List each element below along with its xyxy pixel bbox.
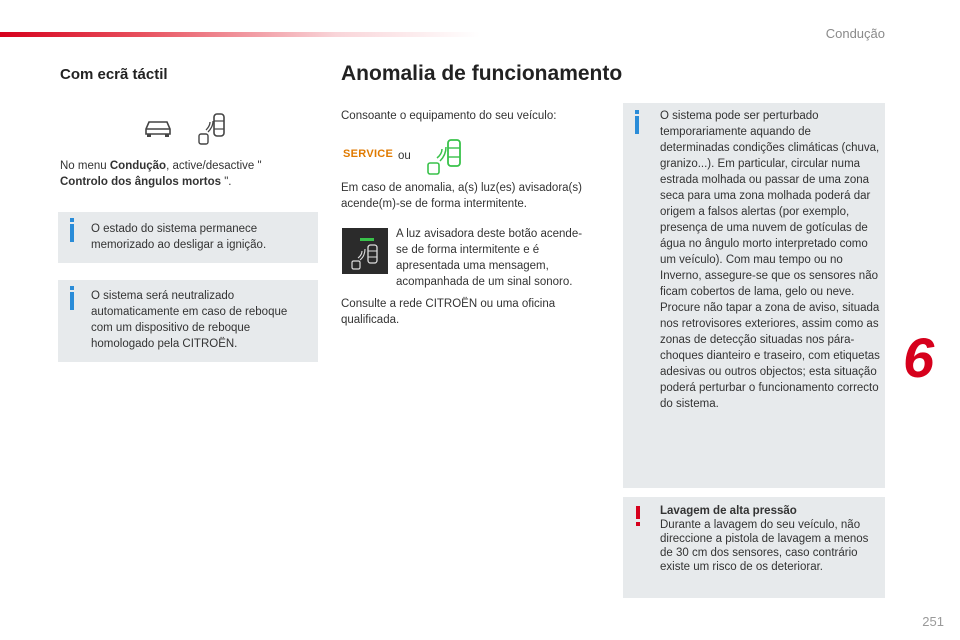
or-text: ou <box>398 150 411 162</box>
info-icon <box>635 116 639 134</box>
info-box-weather <box>623 103 885 488</box>
warning-icon <box>636 506 640 519</box>
anomaly-text: Em caso de anomalia, a(s) luz(es) avisadora(s) acende(m)-se de forma intermitente. <box>341 182 582 210</box>
menu-text-prefix: No menu <box>60 160 110 172</box>
warning-box-high-pressure <box>623 497 885 598</box>
consult-text: Consulte a rede CITROËN ou uma oficina qualificada. <box>341 298 556 326</box>
blind-spot-button-icon <box>348 244 382 270</box>
service-warning-icon: SERVICE <box>343 148 394 160</box>
warning-content <box>660 504 875 574</box>
blind-spot-warning-icon <box>424 138 464 176</box>
warning-text: Durante a lavagem do seu veículo, não direccione a pistola de lavagem a menos de 30 cm dos sensores, caso contrário existe um risco de os deteriorar. <box>660 519 869 573</box>
menu-instruction <box>60 158 305 190</box>
malfunction-heading: Anomalia de funcionamento <box>341 62 623 85</box>
equipment-text: Consoante o equipamento do seu veículo: <box>341 110 557 122</box>
section-title: Condução <box>825 26 885 41</box>
weather-info-text: O sistema pode ser perturbado temporariamente aquando de determinadas condições climáticas (chuva, granizo...). Em particular, circular numa estrada molhada ou passar de uma zona seca para uma zona molhada poderá dar origem a falsos alertas (por exemplo, presença de uma nuvem de gotículas de água no ângulo morto interpretado como um veículo). Com mau tempo ou no Inverno, assegure-se que os sensores não ficam cobertos de lama, gelo ou neve. Procure não tapar a zona de aviso, situada nos retrovisores exteriores, assim como as zonas de detecção situadas nos pára-choques dianteiro e traseiro, com etiquetas adesivas ou outros objectos; esta situação poderá perturbar o funcionamento correcto do sistema. <box>660 110 880 410</box>
page-number: 251 <box>922 614 944 629</box>
dashboard-button-icon <box>342 228 388 274</box>
chapter-number: 6 <box>903 326 935 389</box>
info-box-memory <box>58 212 318 263</box>
menu-text-suffix: ". <box>221 176 232 188</box>
info-towing-text: O sistema será neutralizado automaticamente em caso de reboque com um dispositivo de reboque homologado pela CITROËN. <box>91 290 288 350</box>
button-light-text: A luz avisadora deste botão acende-se de forma intermitente e é apresentada uma mensagem, acompanhada de um sinal sonoro. <box>396 228 583 288</box>
menu-text-middle: , active/desactive " <box>166 160 262 172</box>
indicator-led <box>360 238 374 241</box>
info-icon <box>70 224 74 242</box>
blind-spot-icon <box>196 112 228 146</box>
function-name: Controlo dos ângulos mortos <box>60 176 221 188</box>
warning-title: Lavagem de alta pressão <box>660 505 797 517</box>
header-accent-bar <box>0 32 480 37</box>
car-icon <box>143 118 173 138</box>
info-box-towing <box>58 280 318 362</box>
menu-name: Condução <box>109 160 167 172</box>
info-memory-text: O estado do sistema permanece memorizado ao desligar a ignição. <box>91 223 267 251</box>
touchscreen-heading: Com ecrã táctil <box>60 66 168 83</box>
info-icon <box>70 292 74 310</box>
